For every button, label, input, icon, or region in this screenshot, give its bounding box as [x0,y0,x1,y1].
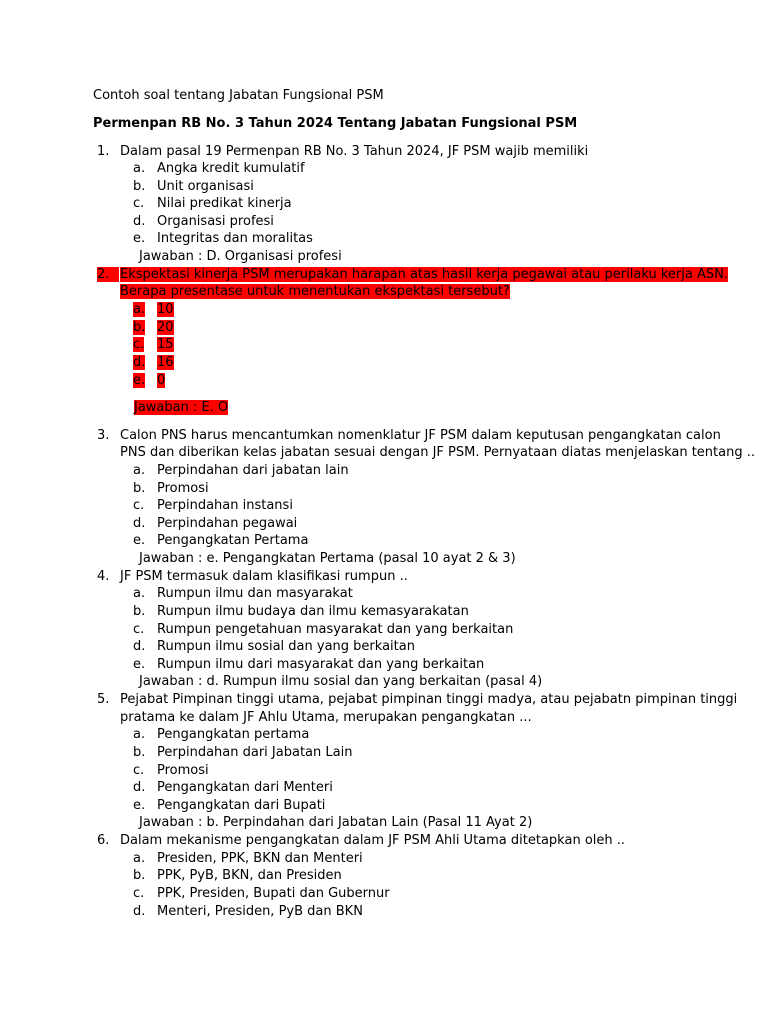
option-letter: b. [133,604,146,619]
question-number-text: 2. [97,267,110,282]
option-text: Rumpun ilmu dan masyarakat [157,586,353,601]
option-value: 15 [157,337,174,352]
option-letter: c. [133,196,145,211]
option-text: PPK, PyB, BKN, dan Presiden [157,868,342,883]
option-letter-text: d. [133,355,146,370]
question-line-1: Ekspektasi kinerja PSM merupakan harapan atas hasil kerja pegawai atau perilaku kerja ASN. [120,267,728,282]
option-text [157,373,165,388]
answer-value: Jawaban : E. O [134,400,229,415]
document-heading: Permenpan RB No. 3 Tahun 2024 Tentang Jabatan Fungsional PSM [93,116,578,131]
option-text: Pengangkatan Pertama [157,533,309,548]
option-letter: d. [133,214,146,229]
option-letter [133,355,153,370]
option-text: Perpindahan instansi [157,498,293,513]
question-text [120,267,728,282]
option-text: Menteri, Presiden, PyB dan BKN [157,904,363,919]
option-letter: c. [133,622,145,637]
answer-text: Jawaban : e. Pengangkatan Pertama (pasal 10 ayat 2 & 3) [139,551,516,566]
option-value: 20 [157,320,174,335]
option-text: Rumpun ilmu sosial dan yang berkaitan [157,639,415,654]
option-text [157,320,174,335]
option-text [157,302,174,317]
answer-text [134,400,228,415]
answer-text: Jawaban : D. Organisasi profesi [139,249,342,264]
option-letter: d. [133,516,146,531]
option-text: Integritas dan moralitas [157,231,313,246]
question-number: 3. [97,428,110,443]
intro-text: Contoh soal tentang Jabatan Fungsional PSM [93,88,384,103]
answer-text: Jawaban : d. Rumpun ilmu sosial dan yang berkaitan (pasal 4) [139,674,543,689]
option-letter-text: c. [133,337,145,352]
option-letter: b. [133,481,146,496]
option-value: 16 [157,355,174,370]
option-letter: a. [133,161,146,176]
question-text: Dalam mekanisme pengangkatan dalam JF PSM Ahli Utama ditetapkan oleh .. [120,833,626,848]
option-text: Perpindahan dari jabatan lain [157,463,349,478]
option-letter: a. [133,586,146,601]
option-text: Pengangkatan dari Bupati [157,798,326,813]
option-text: Promosi [157,763,209,778]
option-letter: e. [133,657,146,672]
question-text: JF PSM termasuk dalam klasifikasi rumpun .. [120,569,408,584]
question-number: 5. [97,692,110,707]
option-text: Nilai predikat kinerja [157,196,292,211]
option-text: Rumpun ilmu budaya dan ilmu kemasyarakatan [157,604,469,619]
option-letter: e. [133,798,146,813]
option-letter: c. [133,763,145,778]
option-letter-text: a. [133,302,146,317]
question-text [120,284,510,299]
option-letter: d. [133,639,146,654]
option-text: Rumpun ilmu dari masyarakat dan yang berkaitan [157,657,485,672]
option-letter: c. [133,886,145,901]
question-number [97,267,119,282]
option-text: Pengangkatan pertama [157,727,310,742]
option-letter: d. [133,780,146,795]
option-text: PPK, Presiden, Bupati dan Gubernur [157,886,390,901]
option-letter: b. [133,179,146,194]
option-value: 10 [157,302,174,317]
option-letter-text: e. [133,373,146,388]
option-text: Rumpun pengetahuan masyarakat dan yang berkaitan [157,622,514,637]
question-line-2: Berapa presentase untuk menentukan ekspektasi tersebut? [120,284,510,299]
option-letter [133,337,153,352]
question-text: Pejabat Pimpinan tinggi utama, pejabat pimpinan tinggi madya, atau pejabatn pimpinan tinggi [120,692,738,707]
answer-text: Jawaban : b. Perpindahan dari Jabatan Lain (Pasal 11 Ayat 2) [139,815,533,830]
option-text: Pengangkatan dari Menteri [157,780,333,795]
option-letter [133,373,153,388]
question-number: 6. [97,833,110,848]
question-text: PNS dan diberikan kelas jabatan sesuai dengan JF PSM. Pernyataan diatas menjelaskan tentang .. [120,445,755,460]
option-text [157,337,174,352]
option-letter: e. [133,231,146,246]
question-text: pratama ke dalam JF Ahlu Utama, merupakan pengangkatan ... [120,710,532,725]
question-number: 1. [97,144,110,159]
option-text: Perpindahan pegawai [157,516,298,531]
option-text: Presiden, PPK, BKN dan Menteri [157,851,363,866]
option-letter [133,320,153,335]
option-letter: d. [133,904,146,919]
option-text: Perpindahan dari Jabatan Lain [157,745,353,760]
option-letter-text: b. [133,320,146,335]
option-text [157,355,174,370]
option-text: Organisasi profesi [157,214,274,229]
question-text: Dalam pasal 19 Permenpan RB No. 3 Tahun 2024, JF PSM wajib memiliki [120,144,589,159]
option-letter: a. [133,463,146,478]
option-letter: b. [133,745,146,760]
option-letter [133,302,153,317]
option-letter: a. [133,727,146,742]
option-text: Unit organisasi [157,179,254,194]
option-letter: b. [133,868,146,883]
question-number: 4. [97,569,110,584]
option-text: Promosi [157,481,209,496]
option-value: 0 [157,373,166,388]
option-letter: a. [133,851,146,866]
question-text: Calon PNS harus mencantumkan nomenklatur JF PSM dalam keputusan pengangkatan calon [120,428,721,443]
option-letter: e. [133,533,146,548]
option-text: Angka kredit kumulatif [157,161,305,176]
option-letter: c. [133,498,145,513]
